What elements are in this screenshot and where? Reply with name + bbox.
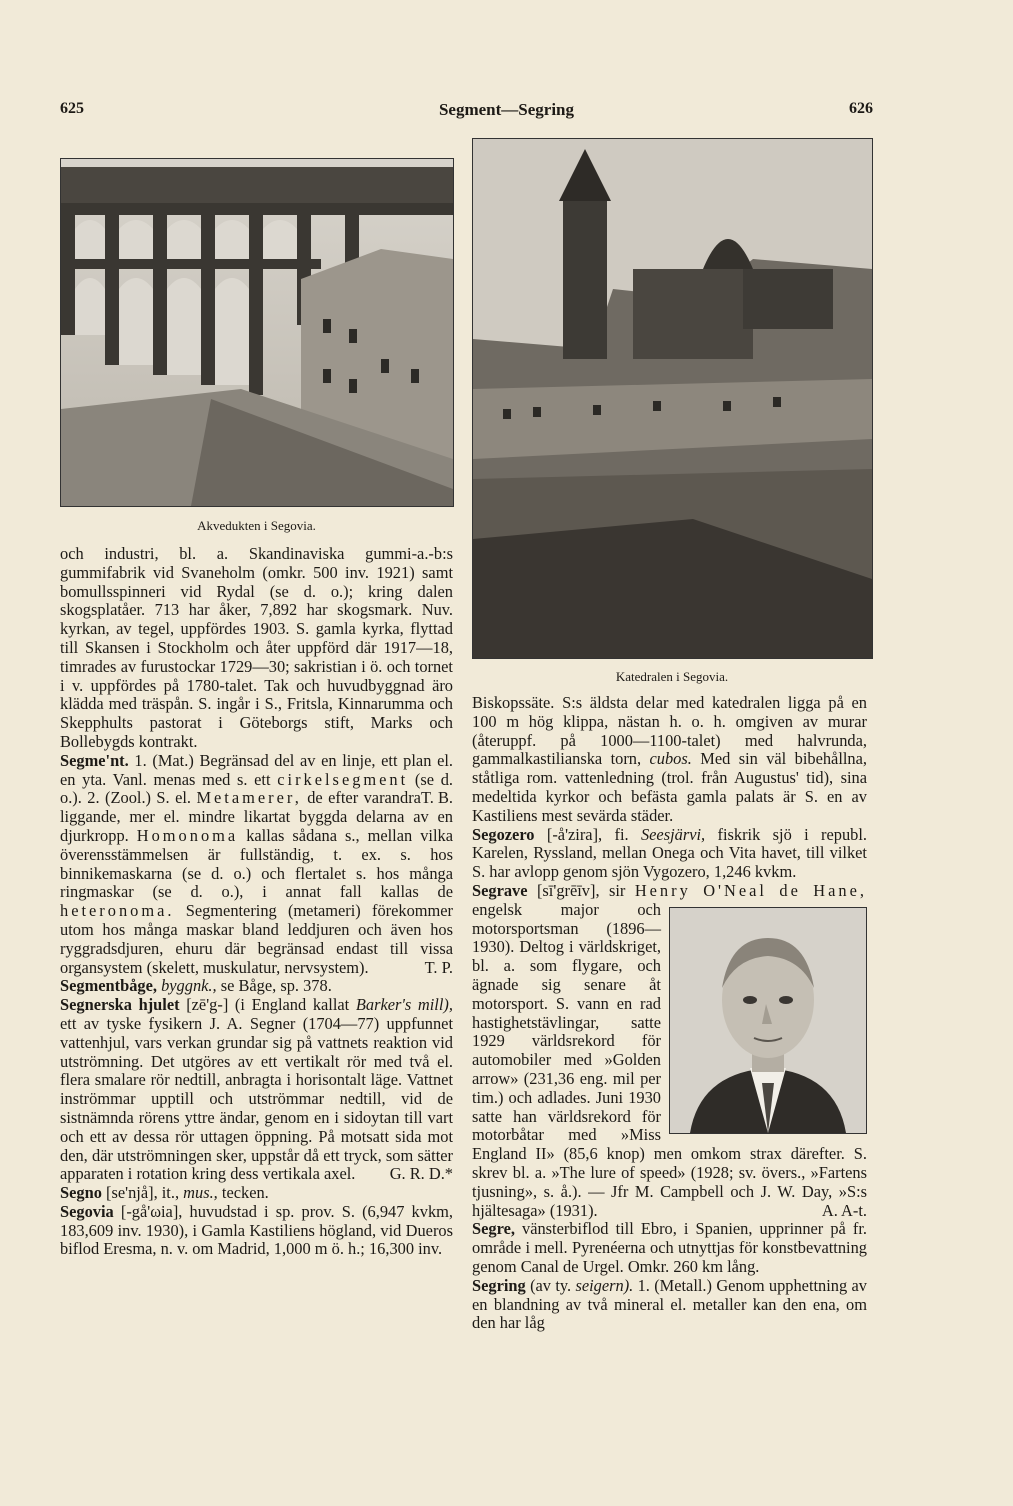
entry-segnerska-hjulet: Segnerska hjulet [zē'g-] (i England kallat Barker's mill), ett av tyske fysikern J. A. Segner (1704—77) uppfunnet vattenhjul, vars verkan grundar sig på vattnets reaktion vid utströmning. Det utgöres av ett vertikalt rör med två el. flera smalare rör nedtill, anbragta i horisontalt läge. Vattnet inströmmar upptill och utströmmar nedtill, vid de sistnämnda rörens yttre ändar, genom en i sidoytan till vart och ett av dessa rör uttagen öppning. På motsatt sida mot den, där utströmningen sker, uppstår då ett tryck, som sätter apparaten i rotation kring dess vertikala axel. G. R. D.*: [60, 995, 453, 1184]
page-number-right: 626: [849, 100, 873, 117]
aqueduct-caption: Akvedukten i Segovia.: [197, 518, 316, 533]
cathedral-illustration: [473, 139, 872, 658]
entry-segrave: Segrave [sī'grēīv], sir Henry O'Neal de Hane, engelsk major och motorsportsman (1896—1930). Deltog i världskriget, bl. a. som flygare, och ägnade sig senare åt motorsport. S. vann en rad hastighetstävlingar, satte 1929 världsrekord för automobiler med »Golden arrow» (231,36 eng. mil per tim.) och adlades. Juni 1930 satte han världsrekord för motorbåtar med »Miss England II» (85,6 knop) men omkom strax därefter. S. skrev bl. a. »The lure of speed» (1928; sv. övers., »Fartens tjusning», s. å.). — Jfr M. Campbell och J. W. Day, »S:s hjältesaga» (1931). A. A-t.: [472, 880, 867, 1220]
entry-segre: Segre, vänsterbiflod till Ebro, i Spanien, upprinner på fr. område i mell. Pyrenéerna och utnyttjas för konstbevattning genom Canal de Urgel. Omkr. 260 km lång.: [472, 1219, 867, 1276]
entry-segmentbage: Segmentbåge, byggnk., se Båge, sp. 378.: [60, 976, 332, 996]
segovia-continued: Biskopssäte. S:s äldsta delar med katedralen ligga på en 100 m hög klippa, nästan h. o. h. omgiven av murar (återuppf. på 1000—1100-talet) med halvrunda, gammalkastilianska torn, cubos. Med sin väl bibehållna, ståtliga rom. vattenledning (trol. från Augustus' tid), sina medeltida kyrkor och befästa gamla palats är S. en av Kastiliens mest sevärda städer.: [472, 693, 868, 825]
signature: T. P.: [424, 957, 453, 977]
entry-segozero: Segozero [-å'zira], fi. Seesjärvi, fiskrik sjö i republ. Karelen, Ryssland, mellan Onega och Vita havet, till vilket S. har avlopp genom sjön Vygozero, 1,246 kvkm.: [472, 824, 867, 882]
left-column: [60, 545, 453, 1259]
aqueduct-illustration: [61, 159, 453, 506]
page-number-left: 625: [60, 100, 84, 117]
cathedral-caption: Katedralen i Segovia.: [615, 669, 729, 684]
right-column: [472, 694, 867, 1333]
signature: A. A-t.: [821, 1200, 867, 1220]
entry-segno: Segno [se'njå], it., mus., tecken.: [60, 1183, 269, 1203]
cathedral-photo: [472, 138, 873, 659]
aqueduct-photo: [60, 158, 454, 507]
intro-paragraph: och industri, bl. a. Skandinaviska gummi-a.-b:s gummifabrik vid Svaneholm (omkr. 500 inv. 1921) samt bomullsspinneri vid Rydal (se d. o.); kring dalen skogsplatåer. 713 har åker, 7,892 har skogsmark. Nuv. kyrkan, av tegel, uppfördes 1903. S. gamla kyrka, flyttad till Skansen i Stockholm och åter uppförd där 1917—18, timrades av furustockar 1729—30; sakristian i ö. och tornet i v. uppfördes på 1780-talet. Tak och huvudbyggnad äro klädda med träspån. S. ingår i S., Fritsla, Kinnarumma och Skepphults pastorat i Göteborgs stift, Marks och Bollebygds kontrakt.: [60, 544, 453, 751]
portrait-illustration: [670, 908, 866, 1133]
entry-segring: Segring (av ty. seigern). 1. (Metall.) Genom upphettning av en blandning av två mineral el. metaller kan den ena, om den har låg: [472, 1275, 867, 1333]
running-title: Segment—Segring: [438, 100, 575, 119]
entry-segovia: Segovia [-gå'ωia], huvudstad i sp. prov. S. (6,947 kvkm, 183,609 inv. 1930), i Gamla Kastiliens högland, vid Dueros biflod Eresma, n. v. om Madrid, 1,000 m ö. h.; 16,300 inv.: [60, 1201, 453, 1259]
signature: T. B.: [420, 788, 453, 808]
segrave-portrait: [669, 907, 867, 1134]
headword-segment: Segme'nt.: [60, 750, 129, 770]
entry-segment: Segme'nt. 1. (Mat.) Begränsad del av en linje, ett plan el. en yta. Vanl. menas med s. ett cirkelsegment (se d. o.). T. B. 2. (Zool.) S. el. Metamerer, de efter varandra liggande, mer el. mindre likartat byggda delarna av en djurkropp. Homonoma kallas sådana s., mellan vilka överensstämmelsen är fullständig, t. ex. s. hos binnikemaskarna (se d. o.) och flertalet s. hos många ringmaskar (se d. o.), i annat fall kallas de heteronoma. Segmentering (metameri) förekommer utom hos många maskar bland leddjuren och även hos ryggradsdjuren, ehuru där begränsad endast till vissa organsystem (skelett, muskulatur, nervsystem). T. P.: [60, 750, 453, 977]
signature: G. R. D.*: [389, 1164, 453, 1184]
